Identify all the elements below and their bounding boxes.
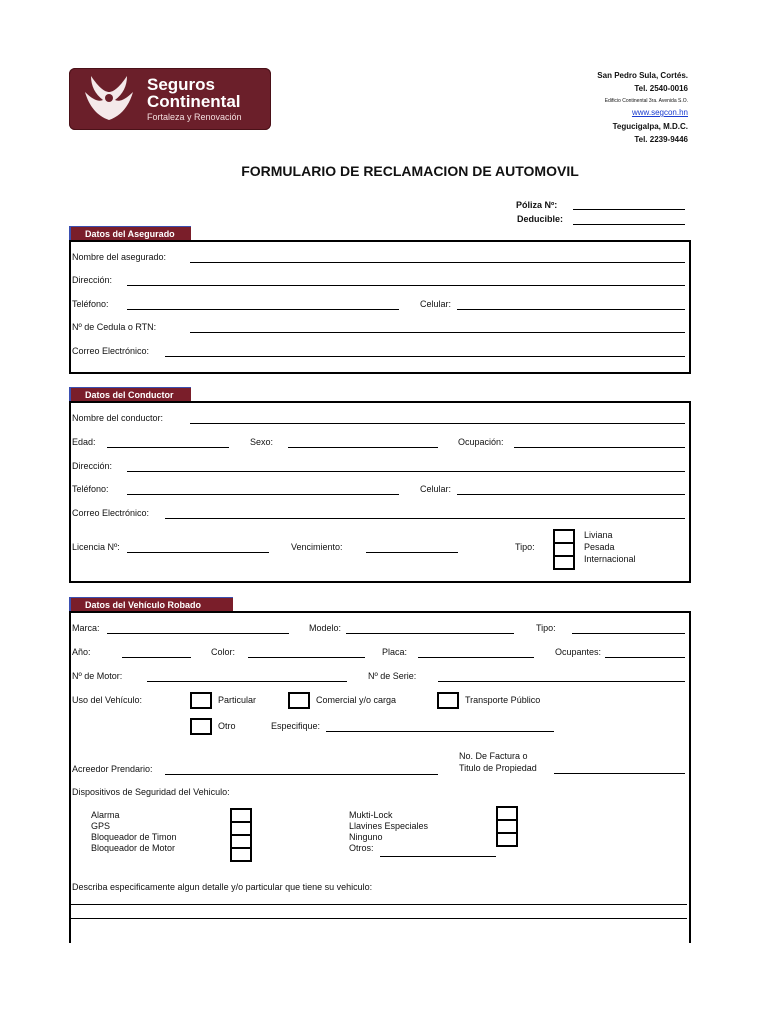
tipo-vehiculo-label: Tipo: xyxy=(536,623,556,633)
direccion-field[interactable] xyxy=(127,285,685,286)
licencia-field[interactable] xyxy=(127,552,269,553)
sexo-label: Sexo: xyxy=(250,437,274,447)
correo-conductor-field[interactable] xyxy=(165,518,685,519)
tipo-licencia-checkboxes[interactable] xyxy=(553,529,575,570)
serie-label: Nº de Serie: xyxy=(368,671,417,681)
section-vehiculo-tab: Datos del Vehículo Robado xyxy=(69,597,233,612)
disp-bloq-motor-label: Bloqueador de Motor xyxy=(91,843,176,853)
telefono-conductor-field[interactable] xyxy=(127,494,399,495)
motor-field[interactable] xyxy=(147,681,347,682)
marca-label: Marca: xyxy=(72,623,100,633)
dispositivos-right-checkboxes[interactable] xyxy=(496,806,518,847)
checkbox-multilock[interactable] xyxy=(498,808,516,821)
poliza-label: Póliza Nº: xyxy=(516,200,558,210)
direccion-conductor-label: Dirección: xyxy=(72,461,113,471)
motor-label: Nº de Motor: xyxy=(72,671,123,681)
otro-label: Otro xyxy=(218,721,236,731)
placa-field[interactable] xyxy=(418,657,534,658)
celular-conductor-field[interactable] xyxy=(457,494,685,495)
checkbox-comercial[interactable] xyxy=(288,692,310,709)
direccion-conductor-field[interactable] xyxy=(127,471,685,472)
brand-name xyxy=(147,76,241,110)
deducible-field[interactable] xyxy=(573,224,685,225)
edad-label: Edad: xyxy=(72,437,96,447)
disp-multilock-label: Mukti-Lock xyxy=(349,810,393,820)
disp-llavines-label: Llavines Especiales xyxy=(349,821,429,831)
factura-label-1: No. De Factura o xyxy=(459,751,528,761)
ocupantes-label: Ocupantes: xyxy=(555,647,602,657)
ocupantes-field[interactable] xyxy=(605,657,685,658)
dispositivos-label: Dispositivos de Seguridad del Vehiculo: xyxy=(72,787,230,797)
checkbox-alarma[interactable] xyxy=(232,810,250,823)
brand-line2: Continental xyxy=(147,92,241,111)
tipo-pesada-label: Pesada xyxy=(584,542,615,552)
checkbox-gps[interactable] xyxy=(232,823,250,836)
checkbox-bloq-motor[interactable] xyxy=(232,849,250,860)
section-asegurado-tab: Datos del Asegurado xyxy=(69,226,191,241)
sexo-field[interactable] xyxy=(288,447,438,448)
telefono-field[interactable] xyxy=(127,309,399,310)
celular-field[interactable] xyxy=(457,309,685,310)
vencimiento-field[interactable] xyxy=(366,552,458,553)
modelo-label: Modelo: xyxy=(309,623,342,633)
website-link[interactable]: www.segcon.hn xyxy=(631,108,688,117)
especifique-label: Especifique: xyxy=(271,721,321,731)
checkbox-llavines[interactable] xyxy=(498,821,516,834)
cedula-label: Nº de Cedula o RTN: xyxy=(72,322,157,332)
tel-tgu: Tel. 2239-9446 xyxy=(634,135,688,144)
brand-line1: Seguros xyxy=(147,75,216,94)
nombre-asegurado-field[interactable] xyxy=(190,262,685,263)
checkbox-bloq-timon[interactable] xyxy=(232,836,250,849)
uso-label: Uso del Vehículo: xyxy=(72,695,143,705)
placa-label: Placa: xyxy=(382,647,408,657)
checkbox-particular[interactable] xyxy=(190,692,212,709)
celular-conductor-label: Celular: xyxy=(420,484,452,494)
direccion-label: Dirección: xyxy=(72,275,113,285)
anio-label: Año: xyxy=(72,647,91,657)
correo-label: Correo Electrónico: xyxy=(72,346,150,356)
city-tgu: Tegucigalpa, M.D.C. xyxy=(612,122,688,131)
telefono-conductor-label: Teléfono: xyxy=(72,484,109,494)
brand-tagline: Fortaleza y Renovación xyxy=(147,112,242,122)
dispositivos-left-checkboxes[interactable] xyxy=(230,808,252,862)
otros-dispositivo-field[interactable] xyxy=(380,856,496,857)
correo-conductor-label: Correo Electrónico: xyxy=(72,508,150,518)
ocupacion-field[interactable] xyxy=(514,447,685,448)
telefono-label: Teléfono: xyxy=(72,299,109,309)
color-label: Color: xyxy=(211,647,236,657)
vencimiento-label: Vencimiento: xyxy=(291,542,343,552)
describa-line-1[interactable] xyxy=(71,904,687,905)
disp-bloq-timon-label: Bloqueador de Timon xyxy=(91,832,177,842)
deducible-label: Deducible: xyxy=(517,214,564,224)
disp-alarma-label: Alarma xyxy=(91,810,120,820)
checkbox-internacional[interactable] xyxy=(555,557,573,568)
marca-field[interactable] xyxy=(107,633,289,634)
checkbox-ninguno[interactable] xyxy=(498,834,516,845)
disp-ninguno-label: Ninguno xyxy=(349,832,383,842)
checkbox-pesada[interactable] xyxy=(555,544,573,557)
tipo-licencia-label: Tipo: xyxy=(515,542,535,552)
poliza-field[interactable] xyxy=(573,209,685,210)
phoenix-icon xyxy=(79,72,139,126)
nombre-asegurado-label: Nombre del asegurado: xyxy=(72,252,167,262)
factura-label-2: Titulo de Propiedad xyxy=(459,763,537,773)
correo-field[interactable] xyxy=(165,356,685,357)
checkbox-transporte[interactable] xyxy=(437,692,459,709)
tel-sps: Tel. 2540-0016 xyxy=(634,84,688,93)
describa-label: Describa especificamente algun detalle y/o particular que tiene su vehiculo: xyxy=(72,882,373,892)
cedula-field[interactable] xyxy=(190,332,685,333)
section-conductor-tab: Datos del Conductor xyxy=(69,387,191,402)
disp-gps-label: GPS xyxy=(91,821,111,831)
tipo-vehiculo-field[interactable] xyxy=(572,633,685,634)
city-sps: San Pedro Sula, Cortés. xyxy=(597,71,688,80)
anio-field[interactable] xyxy=(122,657,191,658)
disp-otros-label: Otros: xyxy=(349,843,374,853)
edad-field[interactable] xyxy=(107,447,229,448)
licencia-label: Licencia Nº: xyxy=(72,542,120,552)
especifique-field[interactable] xyxy=(326,731,554,732)
particular-label: Particular xyxy=(218,695,257,705)
form-title: FORMULARIO DE RECLAMACION DE AUTOMOVIL xyxy=(241,163,579,179)
section-vehiculo xyxy=(69,611,691,943)
serie-field[interactable] xyxy=(438,681,685,682)
checkbox-liviana[interactable] xyxy=(555,531,573,544)
ocupacion-label: Ocupación: xyxy=(458,437,504,447)
describa-line-2[interactable] xyxy=(71,918,687,919)
building-address: Edificio Continental 3ra. Avenida S.O. xyxy=(604,98,688,104)
nombre-conductor-field[interactable] xyxy=(190,423,685,424)
acreedor-label: Acreedor Prendario: xyxy=(72,764,153,774)
tipo-internacional-label: Internacional xyxy=(584,554,636,564)
comercial-label: Comercial y/o carga xyxy=(316,695,397,705)
modelo-field[interactable] xyxy=(346,633,514,634)
transporte-label: Transporte Público xyxy=(465,695,541,705)
company-logo xyxy=(69,68,271,130)
nombre-conductor-label: Nombre del conductor: xyxy=(72,413,164,423)
tipo-liviana-label: Liviana xyxy=(584,530,613,540)
factura-field[interactable] xyxy=(554,773,685,774)
checkbox-otro[interactable] xyxy=(190,718,212,735)
celular-label: Celular: xyxy=(420,299,452,309)
acreedor-field[interactable] xyxy=(165,774,438,775)
color-field[interactable] xyxy=(248,657,365,658)
